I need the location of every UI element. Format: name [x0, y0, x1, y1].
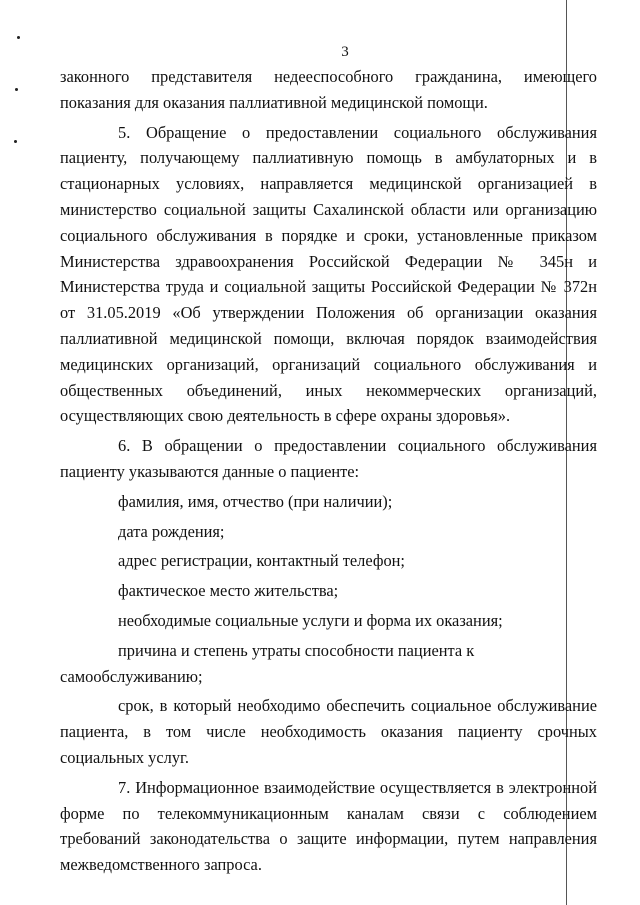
scan-dot [17, 36, 20, 39]
list-item-wrapped: срок, в который необходимо обеспечить социальное обслуживание пациента, в том числе необходимость оказания пациенту срочных социальных услуг. [60, 696, 597, 767]
document-body [60, 64, 597, 878]
list-item: фактическое место жительства; [118, 581, 339, 601]
list-item: фамилия, имя, отчество (при наличии); [118, 491, 393, 511]
page-number: 3 [341, 44, 349, 60]
list-item: необходимые социальные услуги и форма их оказания; [118, 610, 503, 630]
paragraph-item-6: 6. В обращении о предоставлении социального обслуживания пациенту указываются данные о пациенте: [60, 436, 597, 481]
list-item: причина и степень утраты способности пациента к самообслуживанию; [60, 640, 475, 686]
scan-dot [15, 88, 18, 91]
list-item: дата рождения; [118, 521, 225, 541]
paragraph-continuation: законного представителя недееспособного гражданина, имеющего показания для оказания паллиативной медицинской помощи. [60, 67, 597, 112]
paragraph-item-7: 7. Информационное взаимодействие осуществляется в электронной форме по телекоммуникационным каналам связи с соблюдением требований законодательства о защите информации, путем направления межведомственного запроса. [60, 777, 597, 875]
scan-dot [14, 140, 17, 143]
paragraph-item-5: 5. Обращение о предоставлении социального обслуживания пациенту, получающему паллиативную помощь в амбулаторных и в стационарных условиях, направляется медицинской организацией в министерство социальной защиты Сахалинской области или организацию социального обслуживания в порядке и сроки, установленные приказом Министерства здравоохранения Российской Федерации № 345н и Министерства труда и социальной защиты Российской Федерации № 372н от 31.05.2019 «Об утверждении Положения об организации оказания паллиативной медицинской помощи, включая порядок взаимодействия медицинских организаций, организаций социального обслуживания и общественных объединений, иных некоммерческих организаций, осуществляющих свою деятельность в сфере охраны здоровья». [60, 122, 597, 426]
list-item: адрес регистрации, контактный телефон; [118, 551, 405, 571]
